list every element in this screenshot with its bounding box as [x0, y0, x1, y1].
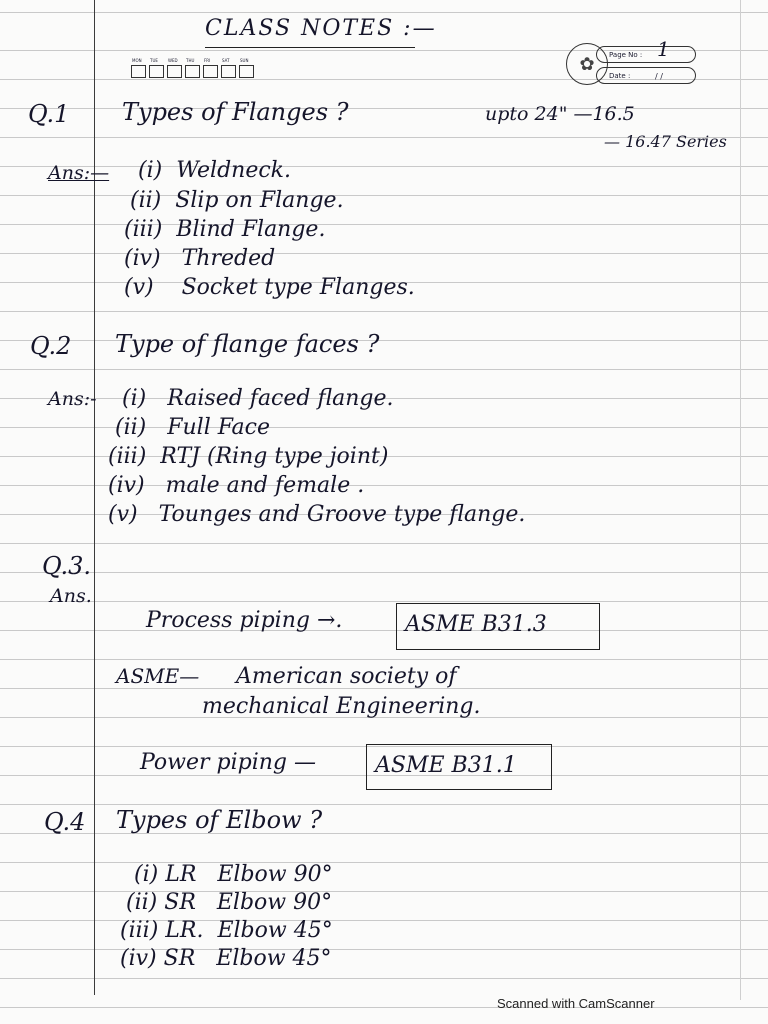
weekday-boxes [131, 58, 254, 78]
list-item: (iv) Threded [124, 246, 276, 271]
list-item: (iii) Blind Flange. [124, 217, 326, 242]
asme-full-line-1: American society of [236, 664, 457, 689]
q2-question: Type of flange faces ? [115, 330, 380, 358]
q1-side-note: upto 24" —16.5 [485, 103, 635, 125]
day-box: WED [167, 65, 182, 78]
q2-number: Q.2 [30, 332, 72, 360]
q2-ans-label: Ans:- [48, 388, 97, 410]
day-box: FRI [203, 65, 218, 78]
list-item: (v) Tounges and Groove type flange. [108, 502, 526, 527]
list-item: (iv) male and female . [108, 473, 365, 498]
day-box: SUN [239, 65, 254, 78]
page-title: CLASS NOTES :— [205, 16, 437, 41]
page-number: 1 [657, 37, 670, 61]
q1-ans-label: Ans:— [48, 162, 110, 184]
flower-logo-icon: ✿ [566, 43, 608, 85]
list-item: (ii) SR Elbow 90° [126, 890, 333, 915]
q1-question: Types of Flanges ? [122, 98, 349, 126]
page-no-box [596, 37, 696, 63]
list-item: (i) Raised faced flange. [122, 386, 394, 411]
day-box: TUE [149, 65, 164, 78]
day-box: SAT [221, 65, 236, 78]
scanner-watermark: Scanned with CamScanner [497, 996, 655, 1011]
power-code: ASME B31.1 [375, 753, 517, 778]
asme-full-line-2: mechanical Engineering. [202, 694, 481, 719]
list-item: (i) LR Elbow 90° [134, 862, 333, 887]
list-item: (iv) SR Elbow 45° [120, 946, 332, 971]
q4-number: Q.4 [44, 808, 86, 836]
day-box: MON [131, 65, 146, 78]
list-item: (iii) RTJ (Ring type joint) [108, 444, 389, 469]
list-item: (i) Weldneck. [138, 158, 291, 183]
date-box [596, 67, 696, 84]
page-date-stamp [566, 37, 698, 87]
list-item: (v) Socket type Flanges. [124, 275, 415, 300]
scan-edge [740, 0, 741, 1000]
margin-line [94, 0, 95, 995]
process-code: ASME B31.3 [405, 612, 547, 637]
q4-question: Types of Elbow ? [116, 806, 323, 834]
q1-side-note-2: — 16.47 Series [604, 132, 727, 151]
list-item: (ii) Full Face [115, 415, 270, 440]
date-label: Date : [609, 72, 631, 80]
process-piping-label: Process piping →. [146, 608, 343, 633]
q3-number: Q.3. [42, 552, 92, 580]
q3-ans-label: Ans. [50, 585, 92, 607]
asme-label: ASME— [116, 664, 200, 688]
page-no-label: Page No : [609, 51, 643, 59]
q1-number: Q.1 [28, 100, 70, 128]
power-piping-label: Power piping — [140, 750, 316, 775]
title-underline [205, 47, 415, 48]
date-value: / / [655, 72, 663, 81]
list-item: (ii) Slip on Flange. [130, 188, 344, 213]
day-box: THU [185, 65, 200, 78]
process-code-box [396, 603, 600, 650]
power-code-box [366, 744, 552, 790]
list-item: (iii) LR. Elbow 45° [120, 918, 333, 943]
